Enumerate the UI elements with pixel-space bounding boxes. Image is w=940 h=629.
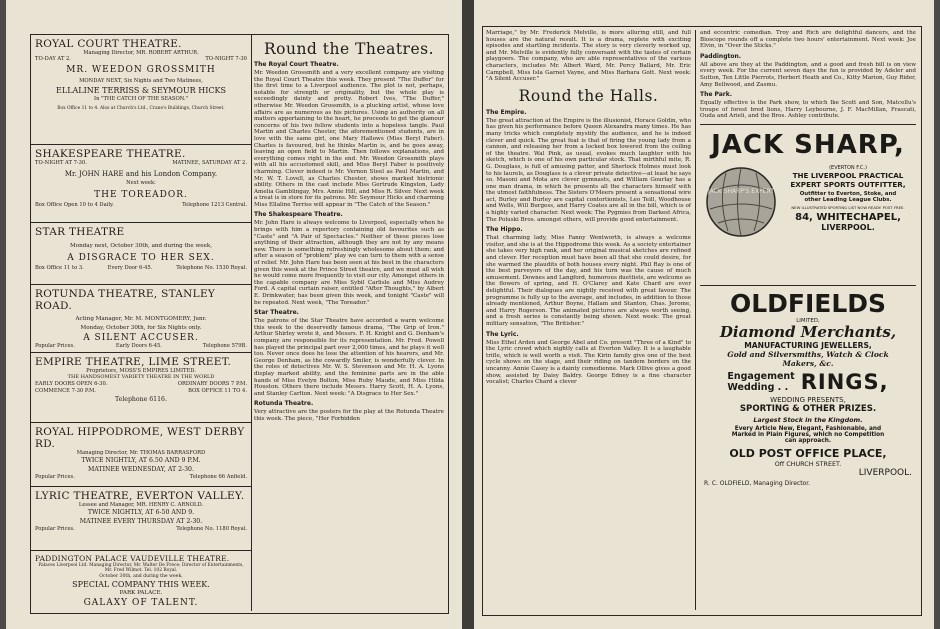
advert-line: Makers, &c. — [782, 358, 834, 368]
listing-empire — [31, 353, 251, 423]
listing-lyric — [31, 487, 251, 551]
listing-shakespeare — [31, 145, 251, 223]
listing-manager: Managing Director, MR. ROBERT ARTHUR. — [83, 50, 199, 56]
section-heading: The Shakespeare Theatre. — [254, 211, 343, 219]
section-heading: Star Theatre. — [254, 309, 299, 317]
advert-title: OLDFIELDS — [729, 288, 887, 318]
listing-note: A SILENT ACCUSER. — [83, 333, 199, 343]
advert-line: other Leading League Clubs. — [804, 196, 892, 203]
listing-note-right: Telephone 66 Anfield. — [189, 474, 247, 480]
article-section — [254, 309, 444, 397]
listing-note-left: COMMENCE 7-30 P.M. — [35, 388, 96, 394]
listing-manager: Lessee and Manager, MR. HENRY C. ARNOLD. — [78, 502, 204, 508]
listing-note: Monday, October 30th, for Six Nights only. — [80, 325, 202, 331]
section-text: Equally effective is the Park show, to which Ike Scott and Son, Matcellu's troupe of forest bred lions, Harry Leybourne, J. F. MacMillan, Frascati, Ouda and Arieli, and the Bros. Ashley contribute. — [700, 100, 916, 120]
listing-title: LYRIC THEATRE, EVERTON VALLEY. — [35, 490, 245, 502]
listing-note-right: BOX OFFICE 11 TO 4. — [188, 388, 247, 394]
listing-manager: Palaces Liverpool Ltd. Managing Director, Mr. Walter De Frece; Director of Entertainments, Mr. Fred Wilmot. Tel. 102 Royal. — [38, 563, 244, 574]
listing-note: GALAXY OF TALENT. — [83, 597, 199, 608]
listing-note: MONDAY NEXT, Six Nights and Two Matinees, — [79, 78, 203, 84]
round-theatres-heading: Round the Theatres. — [263, 40, 435, 58]
section-heading: The Royal Court Theatre. — [254, 61, 339, 68]
listing-star: MR. WEEDON GROSSMITH — [66, 65, 216, 75]
listing-note-mid: Early Doors 6-45. — [115, 343, 162, 349]
listing-rotunda — [31, 285, 251, 353]
advert-line: Diamond Merchants, — [719, 322, 897, 341]
article-section — [486, 331, 691, 386]
listing-note-right: Telephone No. 1180 Royal. — [176, 526, 247, 532]
listing-manager: Proprietors, MOSS'S EMPIRES LIMITED. — [86, 368, 196, 374]
listing-time-left: TO-DAY AT 2. — [35, 56, 71, 62]
listing-note: TWICE NIGHTLY, AT 6-50 AND 9. — [87, 509, 195, 516]
advert-line: RINGS, — [800, 369, 889, 394]
listing-note: A DISGRACE TO HER SEX. — [67, 253, 215, 263]
listing-title: ROYAL HIPPODROME, WEST DERBY RD. — [35, 426, 245, 450]
section-heading: The Hippo. — [486, 226, 523, 234]
article-section — [254, 61, 444, 208]
listing-note: THE HANDSOMEST VARIETY THEATRE IN THE WORLD — [67, 374, 215, 380]
listing-royal-court — [31, 35, 251, 145]
listing-note: Next week: — [126, 180, 156, 186]
listing-note-mid: Every Door 6-45. — [107, 265, 153, 271]
listing-note: ELLALINE TERRISS & SEYMOUR HICKS — [56, 86, 226, 95]
listing-title: PADDINGTON PALACE VAUDEVILLE THEATRE. — [35, 554, 230, 563]
article-section — [254, 400, 444, 422]
right-column — [700, 30, 916, 610]
section-text: The great attraction at the Empire is the illusionist, Horace Goldin, who has given his performance before Queen Alexandra many times. He has many tricks which completely mystify the audience, and he is indeed clever and quick. The great feat is that of firing the young lady from a cannon, and releasing her from a locked box lowered from the ceiling of the theatre. Wal Pink, as usual, evokes much laughter with his sketch, which is one of his own particular stock. That mirthful mite, R. G. Douglass, is full of amusing patter, and Sherlock Holmes must look to his laurels, as Douglass is a clever private detective—at least he says so. Masoni and Mota are clever gymnasts, and William Gourlay has a one man drama, in which he presents all the characters himself with the utmost faithfulness. The Sisters O'Meers present a sensational wire act, Burley and Burley are capital contortionists, Leo Teill, Woodhouse and Wells, Will Burgess, and Harry Coates are all in the bill, which is of a highly varied character. Next week: The Pygmies from Darkest Africa, The Poluski Bros. amongst others, will provide good entertainment. — [486, 117, 691, 223]
listing-note: MATINEE WEDNESDAY, AT 2-30. — [88, 466, 194, 473]
article-section — [486, 226, 691, 327]
advert-line: Off CHURCH STREET. — [774, 459, 842, 468]
advert-line: Largest Stock in the Kingdom. — [753, 415, 863, 424]
advert-line: OLD POST OFFICE PLACE, — [729, 446, 887, 460]
continued-text: Marriage," by Mr. Frederick Melville, is more alluring still, and full houses are the natural result. It is a drama, replete with exciting episodes and startling incidents. The story is very cleverly worked up, and Mr. Melville is evidently fully conversant with the tastes of certain playgoers. The company, who are able representatives of the various characters, includes Mr. Albert Ward, Mr. Percy Ballard, Mr. Eric Campbell, Miss Isla Garnet Vayne, and Miss Barbara Gott. Next week: "A Silent Accuser." — [486, 30, 691, 83]
advert-line: LIVERPOOL. — [858, 467, 912, 478]
section-text: Miss Ethel Arden and George Abel and Co. present "Three of a Kind" to the Lyric crowd which nightly calls at Everton Valley. It is a laughable trifle, which is well worth a visit. The Kirin family give one of the best cycle shows on the stage, and their riding on tandem borders on the uncanny. Annie Casey is a dainty comedienne. Mark Ollive gives a good show, assisted by Daisy Baldry. George Edney is a fine character vocalist; Charles Chard a clever — [486, 339, 691, 386]
jack-sharp-advert — [700, 124, 916, 286]
listing-note: Box Office 11 to 4. Also at Church's Ltd., Crane's Buildings, Church Street. — [57, 106, 225, 111]
listing-note: SPECIAL COMPANY THIS WEEK. — [72, 579, 210, 589]
section-text: Mr. Weedon Grossmith and a very excellent company are visiting the Royal Court Theatre this week. They present "The Duffer" for the first time to a Liverpool audience. The plot is not, perhaps, notable for strength or originality, but the whole play is exceedingly dainty and pretty. Robert Ives, "The Duffer," otherwise Mr. Weedon Grossmith, is a plucking artist, whose love affairs are as numerous as his pictures. Using an authority on all matters appertaining to the heart, he proceeds to get the glamour concerns of his two fellow students into a hopeless tangle. Paul Martin and Charles Chester, the aforementioned students, are in love with the same girl, one Mary Hallows (Miss Beryl Faber). Charles is favoured, but he thinks Martin is, and he goes away, leaving an open field to Martin. Then follows explanations, and everything comes right in the end. Mr. Weedon Grossmith plays with all his accustomed skill, and Miss Beryl Faber is positively charming. Clever indeed is Mr. Vernon Steel as Paul Martin, and Mr. W. T. Lovell, as Charles Chester, shows marked histrionic ability. Others in the cast include Miss Gertrude Kingston, Lady Amelia Gamblingay, Mrs. Annie Hill, and Miss R. Silver. Next week a treat is in store for its patrons. Mr. Seymour Hicks and charming Miss Ellaline Terriss will appear in "The Catch of the Season." — [254, 70, 444, 208]
listing-title: STAR THEATRE — [35, 226, 125, 238]
advert-line: Every Article New, Elegant, Fashionable, and — [734, 425, 882, 432]
listing-note-left: Popular Prices. — [35, 343, 75, 349]
listing-note-left: Box Office Open 10 to 4 Daily. — [35, 202, 114, 208]
advert-line: Engagement — [727, 370, 795, 382]
listing-time-right: TO-NIGHT 7-30 — [205, 56, 247, 62]
listing-note: Monday next, October 30th, and during the week, — [69, 243, 213, 249]
listing-note-right: Telephone 579B. — [202, 343, 247, 349]
advert-line: Gold and Silversmiths, Watch & Clock — [727, 349, 889, 359]
listing-note: In "THE CATCH OF THE SEASON." — [94, 96, 188, 102]
section-text: That charming lady, Miss Fanny Wentworth, is always a welcome visitor, and she is at the Hippodrome this week. As a society entertainer she takes very high rank, and her original musical sketches are refined and clever. Her reception must have been all that she could desire, for she warmed the plaudits of both houses every night. Phil Ray is one of the best purveyors of the day, and his turn was the cause of much amusement. Downes and Langford, humorous duettists, are welcome as the flowers of spring, and H. O'Clarey and Kate Chard are ever delightful. Their dialogues are nightly received with great favour. The programme is fully up to the average, and includes, in addition to those already mentioned, Arthur Boyne, Hallam and Stanton, Chas. Jerome, and Harry Rogerson. The animated pictures are always worth seeing, and a fresh series is constantly being shown. Next week: The great military sensation, "The Britisher." — [486, 235, 692, 327]
listing-manager: Acting Manager, Mr. M. MONTGOMERY, Junr. — [75, 316, 207, 322]
section-heading: The Empire. — [486, 108, 527, 116]
listing-title: SHAKESPEARE THEATRE. — [35, 148, 186, 160]
listing-note-left: EARLY DOORS OPEN 6-30. — [35, 381, 108, 387]
advert-line: NEW ILLUSTRATED SPORTING LIST NOW READY. POST FREE. — [791, 204, 905, 210]
advert-line: LIMITED, — [796, 317, 820, 324]
listing-star-theatre — [31, 223, 251, 285]
listing-note-left: Popular Prices. — [35, 474, 75, 480]
advert-title: JACK SHARP, — [711, 129, 905, 160]
article-section — [254, 211, 444, 306]
section-heading: Rotunda Theatre. — [254, 400, 314, 408]
left-page — [6, 0, 462, 629]
advert-line: Wedding . . — [727, 381, 789, 393]
listing-note-right: Telephone 1213 Central. — [182, 202, 247, 208]
listing-title: ROYAL COURT THEATRE. — [35, 38, 182, 50]
advert-line: R. C. OLDFIELD, Managing Director. — [704, 479, 811, 487]
ball-text: JACK SHARP'S EXPERT — [708, 187, 774, 195]
listing-note: MATINEE EVERY THURSDAY AT 2-30. — [79, 518, 203, 525]
listing-title: ROTUNDA THEATRE, STANLEY ROAD. — [35, 288, 216, 312]
listing-hippodrome — [31, 423, 251, 487]
article-section — [486, 109, 691, 224]
section-text: The patrons of the Star Theatre have accorded a warm welcome this week to the deservedly famous drama, "The Grip of Iron." Arthur Shirley wrote it, and Messrs. F. H. Knight and G. Denham's company are responsible for its representation. Mr. Fred. Powell has played the principal part over 2,000 times, and he plays it well too. Never once does he lose the attention of his hearers, and Mr. George Denham, as the cowardly Smiler, is wonderfully clever. In the roles of detectives Mr. W. S. Stevenson and Mr. H. A. Lyons display marked ability, and the feminine parts are in the able hands of Miss Evelyn Bolton, Miss Ruby Maude, and Miss Hilda Houston. Others there include Messrs. Harry Scott, H. A. Lyons, and Stanley Carlton. Next week: "A Disgrace to Her Sex." — [254, 318, 444, 397]
listing-note-right: ORDINARY DOORS 7 P.M. — [177, 381, 247, 387]
listing-paddington — [31, 551, 251, 611]
round-halls-column — [486, 30, 696, 610]
listing-note: THE TOREADOR. — [94, 190, 188, 200]
section-text: Very attractive are the posters for the play at the Rotunda Theatre this week. The piece, "Her Forbidden — [254, 409, 444, 422]
round-theatres-column — [254, 40, 444, 608]
listing-time-right: MATINEE, SATURDAY AT 2. — [172, 160, 247, 166]
advert-line: MANUFACTURING JEWELLERS, — [744, 340, 872, 350]
advert-line: (EVERTON F.C.) — [829, 164, 867, 171]
page-gutter — [462, 0, 474, 629]
listing-note: October 30th, and during the week, — [99, 573, 183, 579]
advert-line: can approach. — [784, 437, 832, 444]
section-heading: The Park. — [700, 91, 733, 99]
theatre-listings-column — [31, 35, 252, 611]
advert-line: SPORTING & OTHER PRIZES. — [739, 403, 877, 414]
listing-manager: Managing Director, Mr. THOMAS BARRASFORD — [76, 450, 206, 456]
advert-line: WEDDING PRESENTS, — [770, 395, 846, 404]
listing-note-left: Box Office 11 to 3. — [35, 265, 84, 271]
listing-time-left: TO-NIGHT AT 7-30. — [35, 160, 87, 166]
section-text: All above are they at the Paddington, and a good and fresh bill is on view every week. For the current seven days the fun is provided by Adeler and Sutton, Ten Little Pierrots, Herbert Heath and Co., Kitty Marion, Guy Rider, Amy Bellwood, and Zasmu. — [700, 61, 916, 88]
continued-text: and eccentric comedian. Troy and Rich are delightful dancers, and the Bioscope rounds off a complete two hours' entertainment. Next week: Joe Elvin, in "Over the Sticks." — [700, 30, 916, 50]
listing-note: Telephone 6116. — [115, 396, 167, 403]
oldfields-advert — [700, 286, 916, 491]
advert-line: THE LIVERPOOL PRACTICAL — [792, 170, 904, 180]
section-heading: The Lyric. — [486, 330, 519, 338]
section-text: Mr. John Hare is always welcome to Liverpool, especially when he brings with him a repertory containing old favourites such as "Caste" and "A Pair of Spectacles." Neither of these pieces lose anything of their attraction, although they are not by any means new. There is something refreshingly wholesome about them; and after a season of "problem" play we can turn to them with a sense of relief. Mr. John Hare has been seen at his best in the characters given this week at the Prince Street theatre, and we must all wish he would come more frequently to visit our city. Amongst others in the capable company are Miss Sybil Carlisle and Miss Audrey Ford. A capital curtain raiser, entitled "After Thoughts," by Albert E. Drinkwater, has been given this week, and tonight "Caste" will be repeated. Next week, "The Toreador." — [254, 220, 444, 306]
advert-address: 84, WHITECHAPEL, — [795, 211, 901, 223]
listing-star: Mr. JOHN HARE and his London Company. — [64, 170, 218, 178]
football-icon — [704, 165, 778, 239]
advert-line: Outfitter to Everton, Stoke, and — [799, 190, 897, 197]
listing-note: PARK PALACE. — [119, 589, 163, 596]
round-halls-heading: Round the Halls. — [518, 86, 659, 105]
listing-note: TWICE NIGHTLY, AT 6.50 AND 9 P.M. — [81, 457, 201, 464]
section-heading: Paddington. — [700, 52, 742, 60]
listing-note-left: Popular Prices. — [35, 526, 75, 532]
listing-note-right: Telephone No. 1530 Royal. — [176, 265, 247, 271]
advert-line: EXPERT SPORTS OUTFITTER, — [790, 179, 906, 189]
right-page — [474, 0, 934, 629]
advert-city: LIVERPOOL. — [821, 222, 875, 232]
listing-title: EMPIRE THEATRE, LIME STREET. — [35, 356, 232, 368]
advert-line: Marked in Plain Figures, which no Competition — [731, 431, 885, 438]
